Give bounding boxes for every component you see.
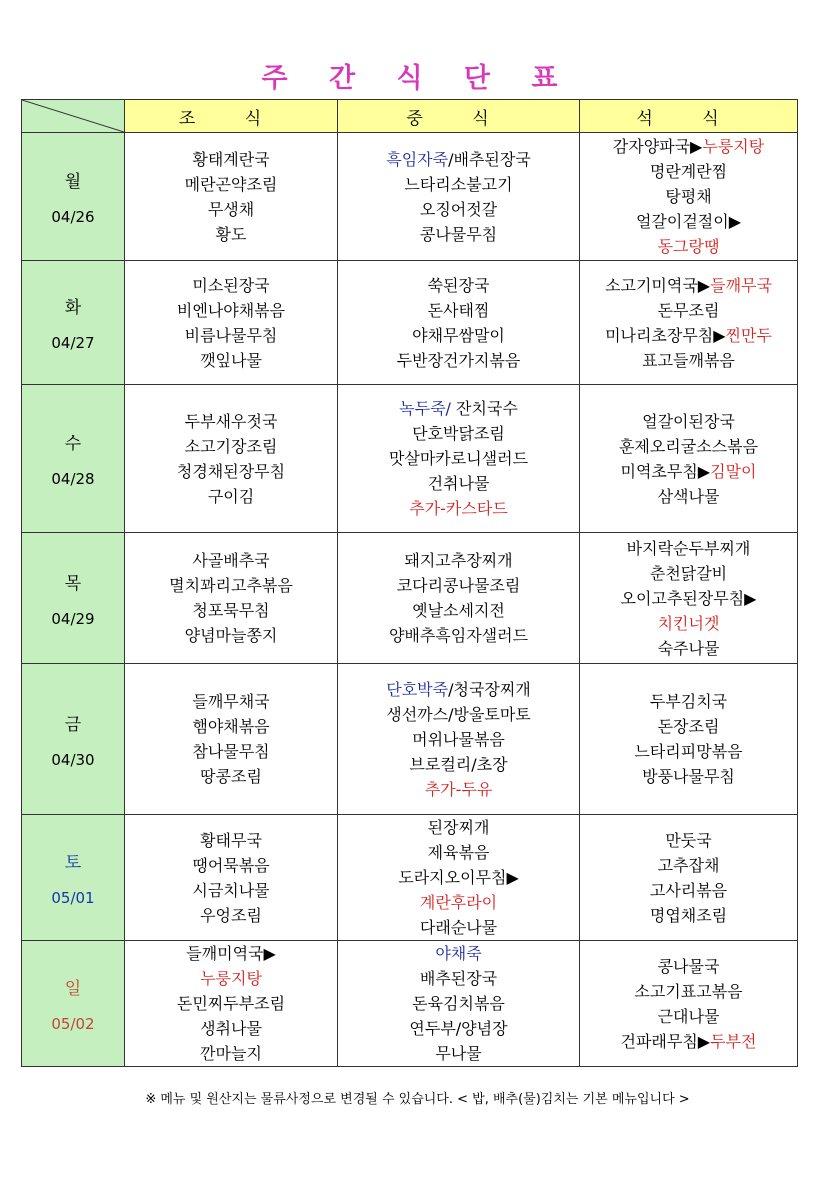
menu-item (580, 689, 797, 714)
menu-text: 깐마늘지 (200, 1044, 262, 1063)
menu-item (125, 484, 337, 509)
lunch-cell (338, 133, 580, 261)
menu-text: 브로컬리/초장 (409, 754, 508, 774)
menu-item (125, 172, 337, 197)
breakfast-cell (125, 941, 338, 1067)
menu-item (125, 548, 337, 573)
menu-text-highlight-red: 찐만두 (725, 325, 772, 345)
menu-item (338, 677, 579, 702)
menu-text-highlight-red: 누룽지탕 (200, 969, 262, 988)
menu-item (125, 1016, 337, 1041)
lunch-cell (338, 815, 580, 941)
menu-item (125, 878, 337, 903)
menu-text-highlight-red: 추가-카스타드 (409, 499, 508, 518)
menu-item (338, 815, 579, 840)
menu-text: 양념마늘쫑지 (184, 626, 278, 645)
menu-item (125, 573, 337, 598)
menu-text: 미나리초장무침▶ (605, 325, 726, 345)
menu-item (338, 471, 579, 496)
menu-text: 두부새우젓국 (184, 411, 278, 431)
dinner-cell (580, 261, 798, 385)
menu-text: 느타리피망볶음 (634, 742, 743, 761)
menu-text: 야채무쌈말이 (412, 325, 505, 345)
day-row (22, 133, 798, 261)
menu-item (125, 853, 337, 878)
breakfast-cell (125, 664, 338, 815)
menu-text: 만둣국 (665, 830, 712, 850)
day-row (22, 533, 798, 664)
menu-text: 멸치꽈리고추볶음 (169, 576, 293, 595)
menu-text: 우엉조림 (200, 905, 262, 925)
menu-item (125, 941, 337, 966)
menu-item (580, 828, 797, 853)
menu-text: 맛살마카로니샐러드 (388, 449, 529, 468)
menu-text: 제육볶음 (427, 843, 490, 862)
menu-item (338, 727, 579, 752)
menu-item (338, 323, 579, 348)
menu-text: 소고기장조림 (184, 436, 278, 456)
menu-text: 감자양파국▶ (612, 137, 703, 156)
menu-text: 생선까스/방울토마토 (386, 704, 531, 724)
menu-text-highlight-red: 두부전 (710, 1031, 757, 1051)
menu-item (338, 172, 579, 197)
menu-item (580, 434, 797, 459)
menu-item (580, 853, 797, 878)
day-row (22, 261, 798, 385)
menu-text: 청포묵무침 (192, 601, 270, 620)
menu-item (125, 714, 337, 739)
menu-text: 도라지오이무침▶ (398, 868, 519, 887)
menu-item (580, 209, 797, 234)
page-title: 주 간 식 단 표 (261, 63, 574, 94)
menu-text: 탕평채 (665, 187, 712, 206)
menu-text: 참나물무침 (192, 742, 270, 761)
menu-text: 황도 (215, 224, 247, 244)
menu-text-highlight-blue: 야채죽 (435, 944, 482, 963)
menu-text: 땡어묵볶음 (192, 855, 270, 875)
menu-text: 황태무국 (200, 830, 262, 850)
menu-item (580, 348, 797, 373)
menu-text: 배추된장국 (419, 969, 498, 988)
menu-text: 소고기표고볶음 (634, 981, 743, 1001)
menu-item (338, 865, 579, 890)
menu-text-highlight-blue: 흑임자죽 (386, 149, 449, 169)
dinner-cell (580, 664, 798, 815)
menu-text: 돼지고추장찌개 (404, 551, 513, 570)
menu-item (125, 598, 337, 623)
day-name: 수 (64, 434, 82, 454)
menu-item (125, 459, 337, 484)
menu-item (338, 623, 579, 648)
menu-item (125, 1041, 337, 1066)
menu-item (338, 890, 579, 915)
menu-item (580, 739, 797, 764)
menu-text: 연두부/양념장 (409, 1019, 508, 1038)
menu-item (125, 323, 337, 348)
menu-text: 얼갈이된장국 (642, 411, 735, 431)
day-cell (22, 533, 125, 664)
menu-item (125, 298, 337, 323)
day-date: 04/29 (51, 609, 95, 628)
menu-text: 건취나물 (427, 474, 490, 493)
menu-text: 돈사태찜 (427, 300, 490, 320)
day-cell (22, 261, 125, 385)
day-name: 월 (64, 172, 82, 192)
menu-text: 삼색나물 (657, 486, 720, 506)
menu-item (125, 689, 337, 714)
menu-text: 구이김 (207, 486, 255, 506)
menu-text: 명란계란찜 (649, 162, 728, 181)
menu-item (338, 548, 579, 573)
menu-item (580, 134, 797, 159)
menu-item (580, 979, 797, 1004)
menu-text-highlight-blue: 단호박죽 (386, 679, 449, 699)
menu-text: 고사리볶음 (649, 880, 728, 900)
menu-item (580, 298, 797, 323)
day-cell (22, 133, 125, 261)
menu-item (125, 966, 337, 991)
day-row (22, 815, 798, 941)
breakfast-cell (125, 533, 338, 664)
menu-item (338, 966, 579, 991)
day-name: 토 (64, 853, 82, 873)
menu-text: 표고들깨볶음 (642, 350, 735, 370)
dinner-cell (580, 133, 798, 261)
menu-text: 느타리소불고기 (404, 174, 513, 194)
menu-item (338, 222, 579, 247)
header-dinner: 석 식 (580, 100, 798, 133)
menu-item (125, 991, 337, 1016)
menu-text: /청국장찌개 (448, 679, 531, 699)
menu-text: 비름나물무침 (184, 325, 278, 345)
menu-text: 무나물 (435, 1044, 482, 1063)
menu-text: 무생채 (207, 199, 255, 219)
menu-text: 황태계란국 (192, 149, 270, 169)
breakfast-cell (125, 133, 338, 261)
header-row (22, 100, 798, 133)
menu-text: 춘천닭갈비 (649, 563, 728, 583)
menu-text: 소고기미역국▶ (605, 275, 711, 295)
menu-text-highlight-red: 치킨너겟 (657, 613, 720, 633)
menu-text: 생취나물 (200, 1019, 262, 1038)
dinner-cell (580, 385, 798, 533)
menu-text: 땅콩조림 (200, 767, 262, 786)
menu-text: 잔치국수 (450, 399, 518, 418)
menu-item (580, 611, 797, 636)
menu-item (580, 636, 797, 661)
menu-text: 코다리콩나물조림 (396, 576, 521, 595)
menu-item (338, 446, 579, 471)
menu-text: 돈육김치볶음 (412, 994, 505, 1013)
day-name: 화 (64, 298, 82, 318)
day-name: 금 (64, 714, 82, 735)
breakfast-cell (125, 385, 338, 533)
menu-item (338, 777, 579, 802)
header-lunch: 중 식 (338, 100, 580, 133)
menu-text: 두부김치국 (649, 692, 728, 711)
day-date: 05/02 (51, 1015, 95, 1033)
menu-text: 오징어젓갈 (419, 199, 498, 219)
menu-item (125, 764, 337, 789)
diagonal-line-icon (22, 100, 124, 132)
menu-text: 양배추흑임자샐러드 (388, 626, 529, 645)
menu-text: 옛날소세지전 (412, 601, 505, 620)
menu-item (338, 598, 579, 623)
menu-item (338, 1016, 579, 1041)
menu-text: 건파래무침▶ (620, 1031, 711, 1051)
menu-item (125, 147, 337, 172)
lunch-cell (338, 261, 580, 385)
menu-text: /배추된장국 (448, 149, 531, 169)
menu-text: 훈제오리굴소스볶음 (618, 436, 759, 456)
day-date: 04/26 (51, 208, 95, 226)
menu-text: 콩나물국 (657, 956, 720, 976)
day-row (22, 664, 798, 815)
menu-item (580, 459, 797, 484)
menu-text: 햄야채볶음 (192, 717, 270, 736)
menu-item (580, 184, 797, 209)
menu-item (125, 348, 337, 373)
day-cell (22, 815, 125, 941)
menu-text: 미역초무침▶ (620, 461, 711, 481)
day-date: 04/27 (51, 334, 95, 352)
menu-text: 근대나물 (657, 1006, 720, 1026)
menu-text: 사골배추국 (192, 551, 270, 570)
menu-item (338, 941, 579, 966)
menu-text-highlight-red: 동그랑땡 (657, 237, 720, 256)
menu-text: 방풍나물무침 (642, 767, 735, 786)
menu-text: 청경채된장무침 (176, 461, 286, 481)
day-cell (22, 941, 125, 1067)
menu-item (580, 159, 797, 184)
menu-item (338, 752, 579, 777)
footer-note: ※ 메뉴 및 원산지는 물류사정으로 변경될 수 있습니다. < 밥, 배추(물)김치는 기본 메뉴입니다 > (145, 1092, 690, 1107)
menu-text: 비엔나야채볶음 (176, 300, 286, 320)
menu-item (338, 496, 579, 521)
lunch-cell (338, 664, 580, 815)
menu-item (580, 764, 797, 789)
menu-item (338, 348, 579, 373)
menu-text: 된장찌개 (427, 818, 490, 837)
menu-item (125, 409, 337, 434)
menu-text: 쑥된장국 (427, 275, 490, 295)
menu-text: 미소된장국 (192, 275, 270, 295)
day-row (22, 941, 798, 1067)
menu-item (580, 714, 797, 739)
menu-item (580, 484, 797, 509)
menu-item (580, 903, 797, 928)
menu-text: 돈무조림 (657, 300, 720, 320)
menu-item (338, 573, 579, 598)
day-row (22, 385, 798, 533)
menu-text-highlight-red: 누룽지탕 (702, 137, 765, 156)
menu-text: 명엽채조림 (649, 905, 728, 925)
menu-item (580, 1029, 797, 1054)
menu-text: 오이고추된장무침▶ (620, 588, 757, 608)
menu-text: 두반장건가지볶음 (396, 350, 521, 370)
corner-cell (22, 100, 125, 133)
menu-item (125, 197, 337, 222)
menu-text: 깻잎나물 (200, 350, 262, 370)
breakfast-cell (125, 815, 338, 941)
menu-text: 돈민찌두부조림 (176, 994, 286, 1013)
menu-text: 콩나물무침 (419, 224, 498, 244)
menu-text: 바지락순두부찌개 (626, 538, 751, 558)
menu-item (580, 536, 797, 561)
menu-text: 메란곤약조림 (184, 174, 278, 194)
lunch-cell (338, 385, 580, 533)
menu-text-highlight-blue: 녹두죽/ (399, 399, 451, 418)
menu-item (125, 222, 337, 247)
menu-text-highlight-red: 들깨무국 (710, 275, 772, 295)
menu-item (580, 409, 797, 434)
day-name: 일 (64, 979, 82, 999)
dinner-cell (580, 533, 798, 664)
menu-item (338, 298, 579, 323)
menu-item (580, 273, 797, 298)
day-cell (22, 664, 125, 815)
menu-item (338, 396, 579, 421)
lunch-cell (338, 941, 580, 1067)
menu-item (580, 586, 797, 611)
menu-item (580, 323, 797, 348)
menu-item (338, 991, 579, 1016)
day-date: 04/28 (51, 470, 95, 488)
menu-text: 돈장조림 (657, 717, 720, 736)
day-cell (22, 385, 125, 533)
menu-item (580, 561, 797, 586)
menu-item (338, 1041, 579, 1066)
weekly-menu-table (21, 99, 798, 1067)
menu-text: 고추잡채 (657, 855, 720, 875)
dinner-cell (580, 941, 798, 1067)
menu-item (125, 903, 337, 928)
menu-text-highlight-red: 계란후라이 (419, 893, 498, 912)
menu-text: 단호박닭조림 (412, 424, 505, 443)
menu-item (580, 234, 797, 259)
menu-item (338, 147, 579, 172)
menu-text: 들깨무채국 (192, 692, 270, 711)
menu-text-highlight-red: 추가-두유 (424, 779, 493, 799)
header-breakfast: 조 식 (125, 100, 338, 133)
menu-item (338, 421, 579, 446)
menu-item (338, 197, 579, 222)
menu-item (125, 273, 337, 298)
menu-item (125, 828, 337, 853)
menu-text-highlight-red: 김말이 (710, 461, 757, 481)
menu-item (338, 702, 579, 727)
menu-item (338, 915, 579, 940)
day-date: 05/01 (51, 889, 95, 907)
menu-text: 숙주나물 (657, 638, 720, 658)
lunch-cell (338, 533, 580, 664)
menu-item (125, 434, 337, 459)
dinner-cell (580, 815, 798, 941)
menu-item (580, 954, 797, 979)
menu-item (338, 840, 579, 865)
breakfast-cell (125, 261, 338, 385)
menu-item (338, 273, 579, 298)
menu-item (580, 1004, 797, 1029)
day-date: 04/30 (51, 750, 95, 769)
menu-text: 얼갈이겉절이▶ (635, 212, 742, 231)
day-name: 목 (64, 573, 82, 594)
menu-text: 머위나물볶음 (412, 729, 505, 749)
menu-item (125, 623, 337, 648)
menu-item (580, 878, 797, 903)
menu-text: 다래순나물 (419, 918, 498, 937)
menu-item (125, 739, 337, 764)
menu-text: 들깨미역국▶ (186, 944, 276, 963)
menu-text: 시금치나물 (192, 880, 270, 900)
